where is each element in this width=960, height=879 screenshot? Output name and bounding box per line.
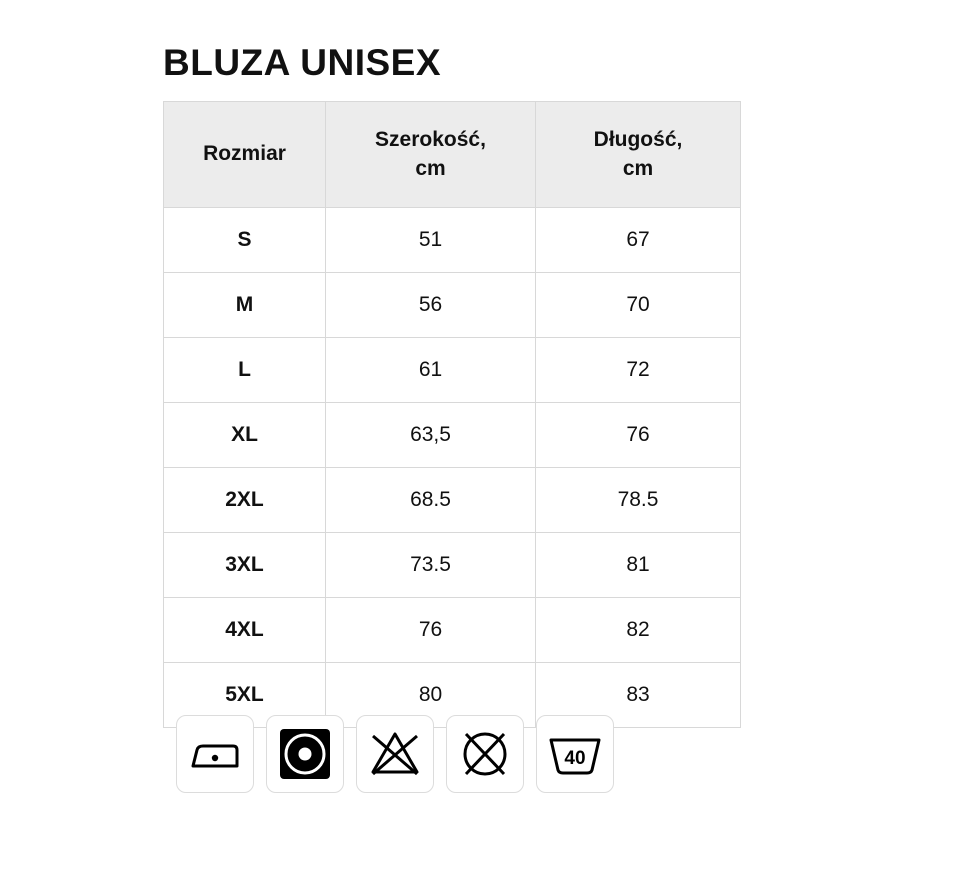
cell-length: 82 (536, 598, 741, 663)
page-title: BLUZA UNISEX (163, 42, 442, 83)
cell-size: XL (164, 403, 326, 468)
column-header-width-line2: cm (415, 156, 446, 180)
cell-size: 5XL (164, 663, 326, 728)
cell-size: L (164, 338, 326, 403)
column-header-size-line1: Rozmiar (203, 142, 286, 166)
cell-size: 3XL (164, 533, 326, 598)
cell-length: 81 (536, 533, 741, 598)
cell-length: 72 (536, 338, 741, 403)
cell-length: 83 (536, 663, 741, 728)
table-body (164, 208, 741, 728)
size-table (163, 101, 741, 728)
column-header-length-line2: cm (622, 156, 654, 180)
cell-length: 70 (536, 273, 741, 338)
cell-width: 56 (326, 273, 536, 338)
cell-size: 2XL (164, 468, 326, 533)
do-not-bleach-icon (356, 715, 434, 793)
wash-40-icon (536, 715, 614, 793)
column-header-length-line1: Długość, (593, 128, 683, 152)
cell-width: 51 (326, 208, 536, 273)
cell-width: 73.5 (326, 533, 536, 598)
tumble-dry-icon (266, 715, 344, 793)
table-row (164, 338, 741, 403)
column-header-size (164, 102, 326, 208)
table-row (164, 403, 741, 468)
table-header-row (164, 102, 741, 208)
table-row (164, 598, 741, 663)
care-symbols-row (176, 715, 614, 793)
table-header (164, 102, 741, 208)
cell-length: 76 (536, 403, 741, 468)
column-header-width-line1: Szerokość, (375, 128, 486, 152)
table-row (164, 273, 741, 338)
column-header-width (326, 102, 536, 208)
table-row (164, 208, 741, 273)
do-not-dry-clean-icon (446, 715, 524, 793)
cell-size: 4XL (164, 598, 326, 663)
cell-size: M (164, 273, 326, 338)
table-row (164, 533, 741, 598)
cell-width: 80 (326, 663, 536, 728)
cell-size: S (164, 208, 326, 273)
cell-width: 76 (326, 598, 536, 663)
cell-width: 68.5 (326, 468, 536, 533)
cell-width: 63,5 (326, 403, 536, 468)
svg-text:40: 40 (564, 748, 586, 769)
cell-length: 67 (536, 208, 741, 273)
table-row (164, 468, 741, 533)
iron-low-heat-icon (176, 715, 254, 793)
column-header-length (536, 102, 741, 208)
cell-width: 61 (326, 338, 536, 403)
cell-length: 78.5 (536, 468, 741, 533)
